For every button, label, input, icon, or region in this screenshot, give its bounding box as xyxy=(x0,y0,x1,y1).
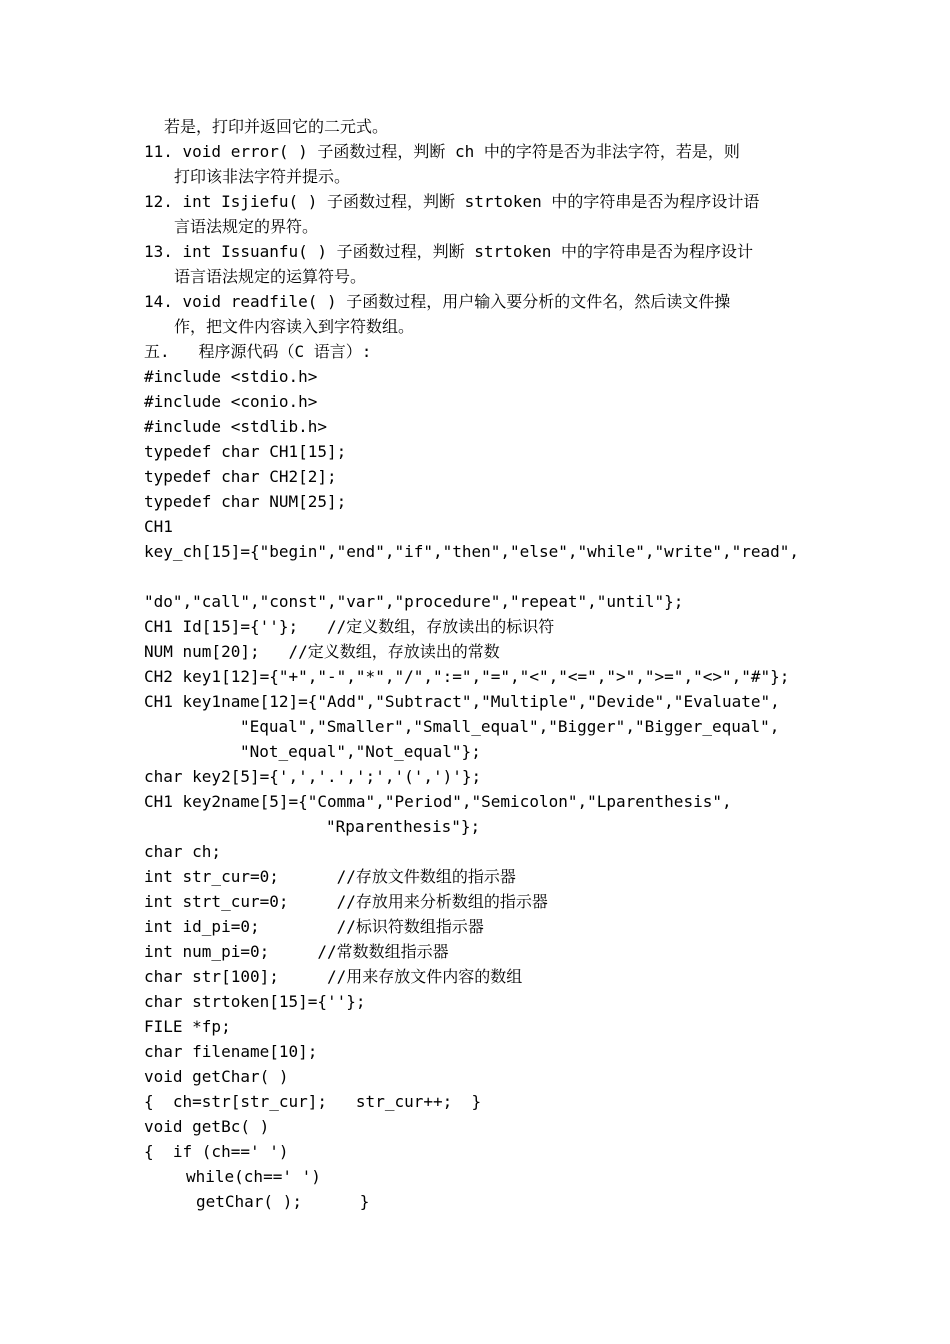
list-item-12-cont: 言语法规定的界符。 xyxy=(174,217,319,236)
code-line: typedef char NUM[25]; xyxy=(144,492,347,511)
code-line: char strtoken[15]={''}; xyxy=(144,992,366,1011)
code-line: FILE *fp; xyxy=(144,1017,231,1036)
code-line: char ch; xyxy=(144,842,222,861)
code-line: #include <stdlib.h> xyxy=(144,417,328,436)
list-item-13: 13. int Issuanfu( ) 子函数过程，判断 strtoken 中的字符串是否为程序设计 xyxy=(144,242,753,261)
list-item-14-cont: 作，把文件内容读入到字符数组。 xyxy=(174,317,415,336)
list-item-11-cont: 打印该非法字符并提示。 xyxy=(174,167,351,186)
code-line: { if (ch==' ') xyxy=(144,1142,289,1161)
code-line: NUM num[20]; //定义数组，存放读出的常数 xyxy=(144,642,500,661)
code-line: CH2 key1[12]={"+","-","*","/",":=","=","<","<=",">",">=","<>","#"}; xyxy=(144,667,790,686)
code-line: CH1 key1name[12]={"Add","Subtract","Multiple","Devide","Evaluate", xyxy=(144,692,780,711)
code-line: int str_cur=0; //存放文件数组的指示器 xyxy=(144,867,516,886)
code-line: getChar( ); } xyxy=(196,1192,370,1211)
list-item-11: 11. void error( ) 子函数过程，判断 ch 中的字符是否为非法字符，若是，则 xyxy=(144,142,740,161)
section-heading: 五. 程序源代码（C 语言）: xyxy=(144,342,372,361)
code-line: while(ch==' ') xyxy=(186,1167,321,1186)
code-line: #include <conio.h> xyxy=(144,392,318,411)
code-line: CH1 Id[15]={''}; //定义数组，存放读出的标识符 xyxy=(144,617,555,636)
code-line: "Rparenthesis"}; xyxy=(326,817,481,836)
code-line: void getChar( ) xyxy=(144,1067,289,1086)
code-line: int id_pi=0; //标识符数组指示器 xyxy=(144,917,484,936)
code-line: int strt_cur=0; //存放用来分析数组的指示器 xyxy=(144,892,548,911)
code-line: char filename[10]; xyxy=(144,1042,318,1061)
code-line: typedef char CH1[15]; xyxy=(144,442,347,461)
code-line: "Equal","Smaller","Small_equal","Bigger","Bigger_equal", xyxy=(240,717,780,736)
code-line: int num_pi=0; //常数数组指示器 xyxy=(144,942,449,961)
code-line: void getBc( ) xyxy=(144,1117,270,1136)
code-line: #include <stdio.h> xyxy=(144,367,318,386)
code-line: key_ch[15]={"begin","end","if","then","else","while","write","read", xyxy=(144,542,800,561)
code-line: char str[100]; //用来存放文件内容的数组 xyxy=(144,967,523,986)
code-line: CH1 key2name[5]={"Comma","Period","Semicolon","Lparenthesis", xyxy=(144,792,732,811)
code-line: CH1 xyxy=(144,517,173,536)
code-line: "do","call","const","var","procedure","repeat","until"}; xyxy=(144,592,684,611)
list-item-12: 12. int Isjiefu( ) 子函数过程，判断 strtoken 中的字符串是否为程序设计语 xyxy=(144,192,760,211)
list-item-13-cont: 语言语法规定的运算符号。 xyxy=(174,267,367,286)
code-line: char key2[5]={',','.',';','(',')'}; xyxy=(144,767,482,786)
text-line: 若是，打印并返回它的二元式。 xyxy=(164,117,389,136)
code-line: "Not_equal","Not_equal"}; xyxy=(240,742,481,761)
list-item-14: 14. void readfile( ) 子函数过程，用户输入要分析的文件名，然后读文件操 xyxy=(144,292,731,311)
code-line: typedef char CH2[2]; xyxy=(144,467,337,486)
code-line: { ch=str[str_cur]; str_cur++; } xyxy=(144,1092,482,1111)
